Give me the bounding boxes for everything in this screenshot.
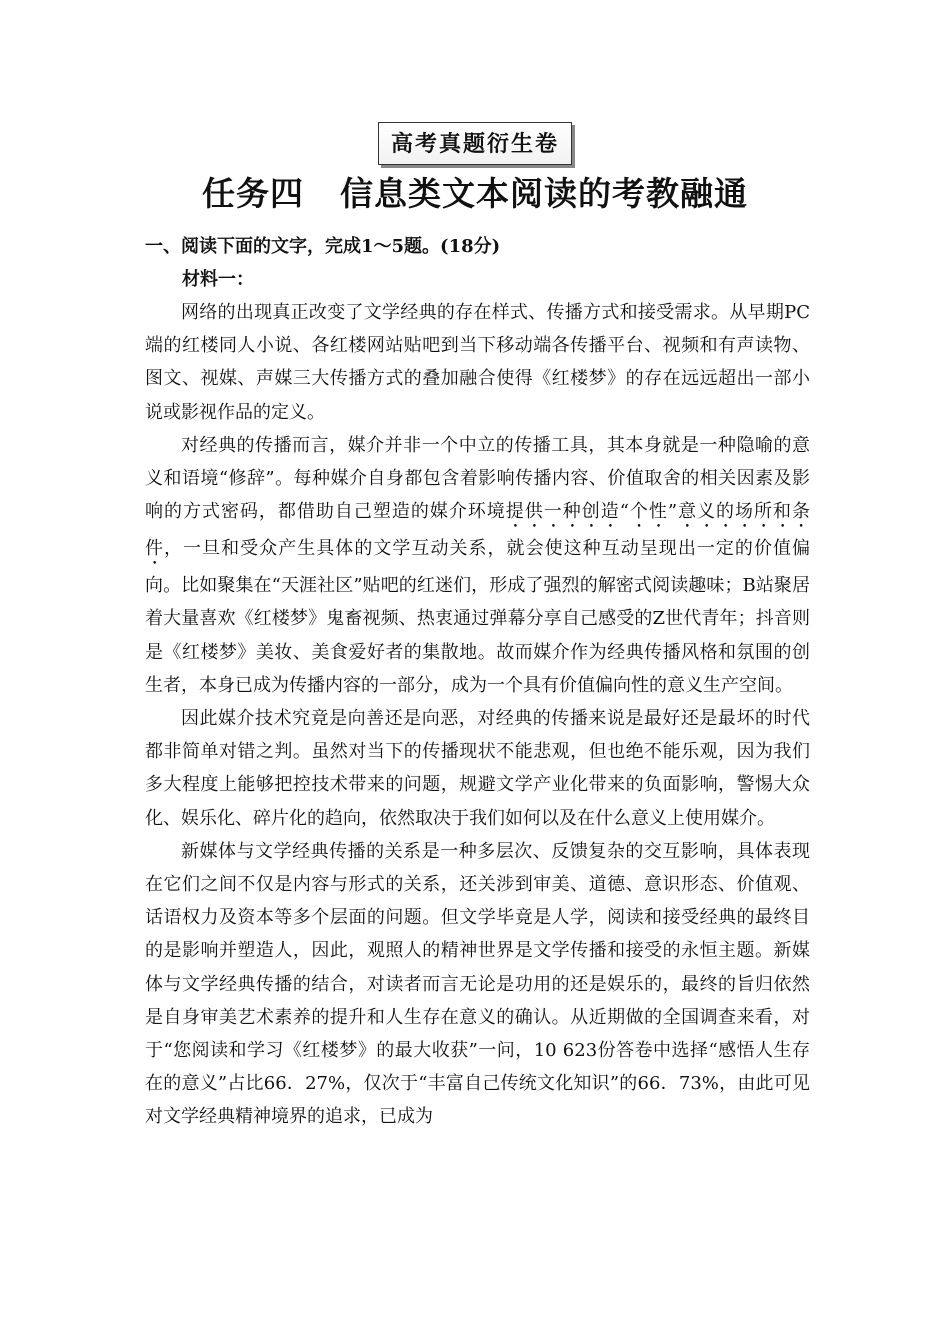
- paragraph-2: [145, 429, 810, 702]
- emphasized-phrase: 提供一种创造“个性”意义的场所和条件: [145, 501, 810, 560]
- material-label: 材料一：: [182, 269, 254, 290]
- paragraph-2-text-before: 对经典的传播而言，媒介并非一个中立的传播工具，其本身就是一种隐喻的意义和语境“修辞”。每种媒介自身都包含着影响传播内容、价值取舍的相关因素及影响的方式密码，都借助自己塑造的媒介环境: [145, 434, 810, 523]
- title-task: 任务四: [202, 174, 304, 213]
- badge-container: [0, 122, 950, 165]
- paragraph-3: 因此媒介技术究竟是向善还是向恶，对经典的传播来说是最好还是最坏的时代都非简单对错之判。虽然对当下的传播现状不能悲观，但也绝不能乐观，因为我们多大程度上能够把控技术带来的问题，规避文学产业化带来的负面影响，警惕大众化、娱乐化、碎片化的趋向，依然取决于我们如何以及在什么意义上使用媒介。: [145, 708, 810, 829]
- exam-series-badge: 高考真题衍生卷: [378, 122, 572, 165]
- material-body: [145, 296, 810, 1134]
- paragraph-2-text-after: ，一旦和受众产生具体的文学互动关系，就会使这种互动呈现出一定的价值偏向。比如聚集在“天涯社区”贴吧的红迷们，形成了强烈的解密式阅读趣味；B站聚居着大量喜欢《红楼梦》鬼畜视频、热衷通过弹幕分享自己感受的Z世代青年；抖音则是《红楼梦》美妆、美食爱好者的集散地。故而媒介作为经典传播风格和氛围的创生者，本身已成为传播内容的一部分，成为一个具有价值偏向性的意义生产空间。: [145, 538, 810, 696]
- title-topic: 信息类文本阅读的考教融通: [340, 174, 748, 213]
- paragraph-4: 新媒体与文学经典传播的关系是一种多层次、反馈复杂的交互影响，具体表现在它们之间不仅是内容与形式的关系，还关涉到审美、道德、意识形态、价值观、话语权力及资本等多个层面的问题。但文学毕竟是人学，阅读和接受经典的最终目的是影响并塑造人，因此，观照人的精神世界是文学传播和接受的永恒主题。新媒体与文学经典传播的结合，对读者而言无论是功用的还是娱乐的，最终的旨归依然是自身审美艺术素养的提升和人生存在意义的确认。从近期做的全国调查来看，对于“您阅读和学习《红楼梦》的最大收获”一问，10 623份答卷中选择“感悟人生存在的意义”占比66．27%，仅次于“丰富自己传统文化知识”的66．73%，由此可见对文学经典精神境界的追求，已成为: [145, 840, 810, 1128]
- question-intro: 一、阅读下面的文字，完成1～5题。(18分): [145, 236, 501, 257]
- page-title: [0, 168, 950, 215]
- paragraph-1: 网络的出现真正改变了文学经典的存在样式、传播方式和接受需求。从早期PC端的红楼同人小说、各红楼网站贴吧到当下移动端各传播平台、视频和有声读物、图文、视媒、声媒三大传播方式的叠加融合使得《红楼梦》的存在远远超出一部小说或影视作品的定义。: [145, 302, 810, 423]
